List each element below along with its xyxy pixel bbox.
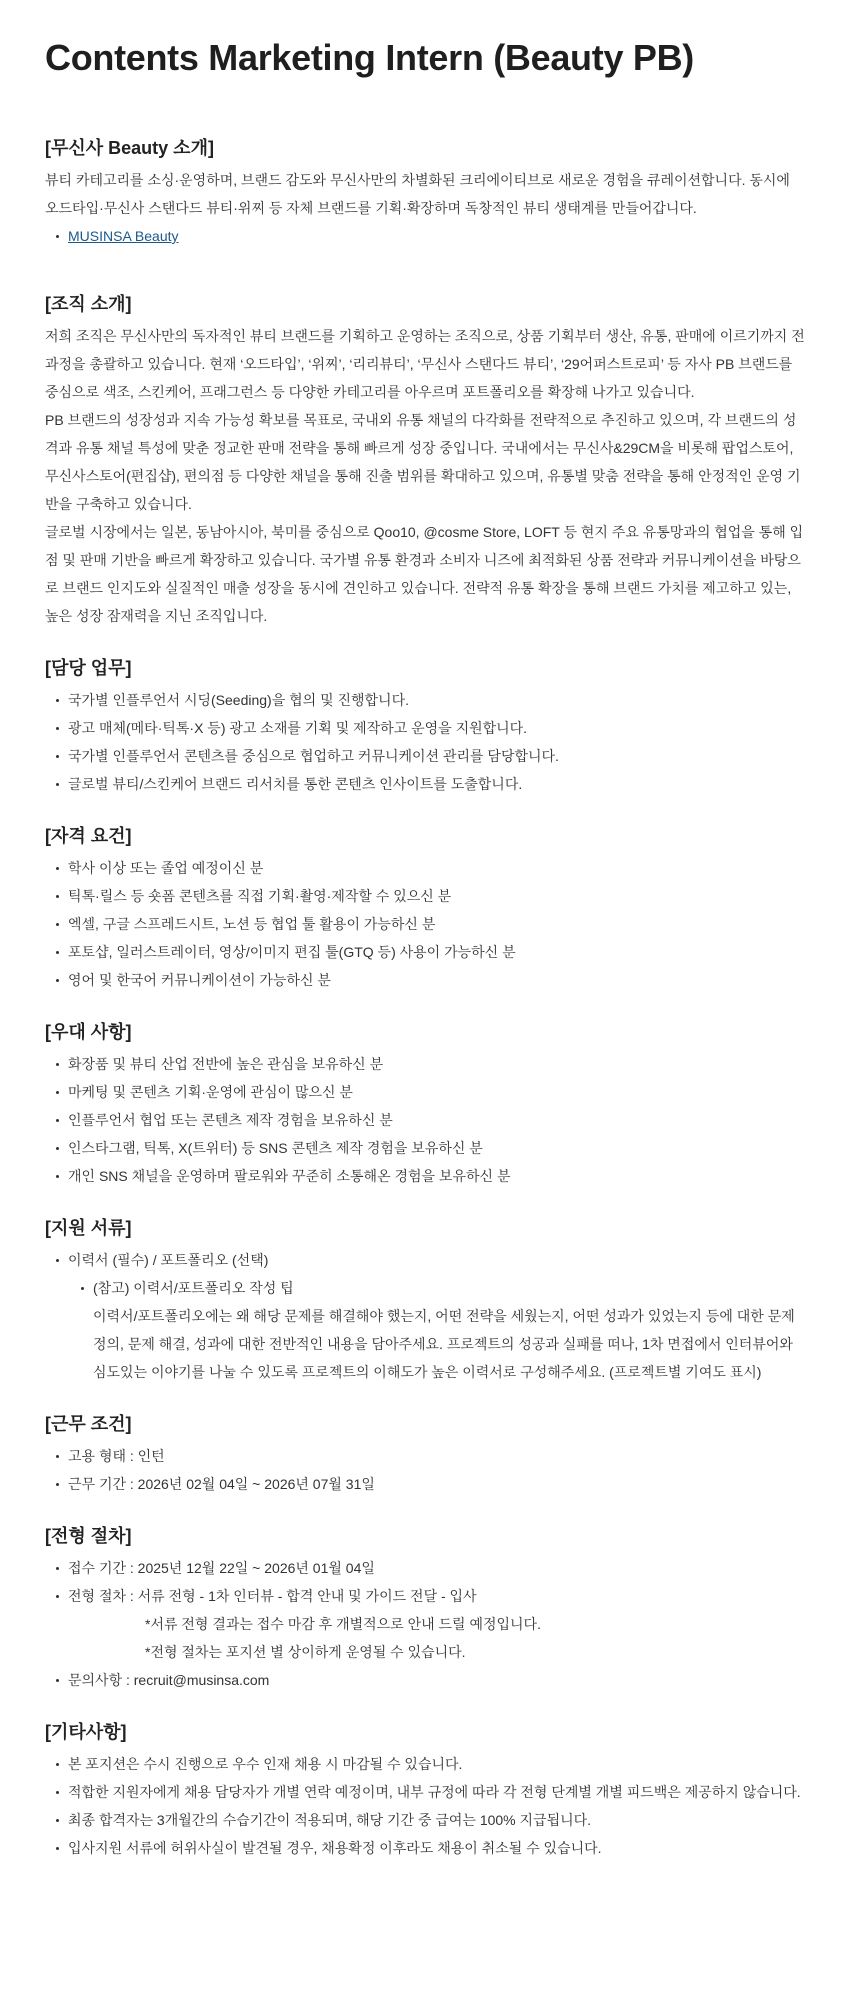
list-item: 고용 형태 : 인턴: [68, 1442, 805, 1470]
list-item: 인플루언서 협업 또는 콘텐츠 제작 경험을 보유하신 분: [68, 1106, 805, 1134]
list-item: 글로벌 뷰티/스킨케어 브랜드 리서치를 통한 콘텐츠 인사이트를 도출합니다.: [68, 770, 805, 798]
org-paragraph: 저희 조직은 무신사만의 독자적인 뷰티 브랜드를 기획하고 운영하는 조직으로, 상품 기획부터 생산, 유통, 판매에 이르기까지 전 과정을 총괄하고 있습니다. 현재 ‘오드타입’, ‘위찌’, ‘리리뷰티’, ‘무신사 스탠다드 뷰티’, ‘29어퍼스트로피’ 등 자사 PB 브랜드를 중심으로 색조, 스킨케어, 프래그런스 등 다양한 카테고리를 아우르며 포트폴리오를 확장해 나가고 있습니다.: [45, 328, 805, 400]
list-item: 포토샵, 일러스트레이터, 영상/이미지 편집 툴(GTQ 등) 사용이 가능하신 분: [68, 938, 805, 966]
section-heading: [자격 요건]: [45, 826, 132, 846]
list-item: 학사 이상 또는 졸업 예정이신 분: [68, 854, 805, 882]
process-steps: 전형 절차 : 서류 전형 - 1차 인터뷰 - 합격 안내 및 가이드 전달 - 입사: [68, 1588, 477, 1604]
section-intro: [45, 134, 805, 250]
section-org: [45, 290, 805, 630]
list-item: 문의사항 : recruit@musinsa.com: [68, 1666, 805, 1694]
list-item: 화장품 및 뷰티 산업 전반에 높은 관심을 보유하신 분: [68, 1050, 805, 1078]
section-heading: [담당 업무]: [45, 658, 132, 678]
list-item: [93, 1274, 805, 1386]
page-title: Contents Marketing Intern (Beauty PB): [45, 37, 694, 78]
section-etc: [45, 1718, 805, 1862]
intro-text: 뷰티 카테고리를 소싱·운영하며, 브랜드 감도와 무신사만의 차별화된 크리에이티브로 새로운 경험을 큐레이션합니다. 동시에 오드타입·무신사 스탠다드 뷰티·위찌 등 자체 브랜드를 기획·확장하며 독창적인 뷰티 생태계를 만들어갑니다.: [45, 172, 790, 216]
section-requirements: [45, 822, 805, 994]
section-heading: [조직 소개]: [45, 294, 132, 314]
section-preferred: [45, 1018, 805, 1190]
section-duties: [45, 654, 805, 798]
tip-title: (참고) 이력서/포트폴리오 작성 팁: [93, 1280, 294, 1296]
list-item: 마케팅 및 콘텐츠 기획·운영에 관심이 많으신 분: [68, 1078, 805, 1106]
list-item: 최종 합격자는 3개월간의 수습기간이 적용되며, 해당 기간 중 급여는 100% 지급됩니다.: [68, 1806, 805, 1834]
list-item: 본 포지션은 수시 진행으로 우수 인재 채용 시 마감될 수 있습니다.: [68, 1750, 805, 1778]
list-item: [68, 222, 805, 250]
list-item: 국가별 인플루언서 시딩(Seeding)을 협의 및 진행합니다.: [68, 686, 805, 714]
section-heading: [근무 조건]: [45, 1414, 132, 1434]
tip-text: 이력서/포트폴리오에는 왜 해당 문제를 해결해야 했는지, 어떤 전략을 세웠는지, 어떤 성과가 있었는지 등에 대한 문제 정의, 문제 해결, 성과에 대한 전반적인 내용을 담아주세요. 프로젝트의 성공과 실패를 떠나, 1차 면접에서 인터뷰어와 심도있는 이야기를 나눌 수 있도록 프로젝트의 이해도가 높은 이력서로 구성해주세요. (프로젝트별 기여도 표시): [93, 1308, 795, 1380]
section-heading: [기타사항]: [45, 1722, 127, 1742]
list-item: [68, 1582, 805, 1666]
org-paragraph: PB 브랜드의 성장성과 지속 가능성 확보를 목표로, 국내외 유통 채널의 다각화를 전략적으로 추진하고 있으며, 각 브랜드의 성격과 유통 채널 특성에 맞춘 정교한 판매 전략을 통해 빠르게 성장 중입니다. 국내에서는 무신사&29CM을 비롯해 팝업스토어, 무신사스토어(편집샵), 편의점 등 다양한 채널을 통해 진출 범위를 확대하고 있으며, 유통별 맞춤 전략을 통해 안정적인 운영 기반을 구축하고 있습니다.: [45, 412, 801, 512]
process-note: *전형 절차는 포지션 별 상이하게 운영될 수 있습니다.: [145, 1644, 466, 1660]
list-item: 인스타그램, 틱톡, X(트위터) 등 SNS 콘텐츠 제작 경험을 보유하신 분: [68, 1134, 805, 1162]
list-item: 영어 및 한국어 커뮤니케이션이 가능하신 분: [68, 966, 805, 994]
list-item: 국가별 인플루언서 콘텐츠를 중심으로 협업하고 커뮤니케이션 관리를 담당합니다.: [68, 742, 805, 770]
list-item: 엑셀, 구글 스프레드시트, 노션 등 협업 툴 활용이 가능하신 분: [68, 910, 805, 938]
section-heading: [우대 사항]: [45, 1022, 132, 1042]
section-conditions: [45, 1410, 805, 1498]
section-documents: [45, 1214, 805, 1386]
section-heading: [전형 절차]: [45, 1526, 132, 1546]
list-item: 틱톡·릴스 등 숏폼 콘텐츠를 직접 기획·촬영·제작할 수 있으신 분: [68, 882, 805, 910]
org-paragraph: 글로벌 시장에서는 일본, 동남아시아, 북미를 중심으로 Qoo10, @cosme Store, LOFT 등 현지 주요 유통망과의 협업을 통해 입점 및 판매 기반을 빠르게 확장하고 있습니다. 국가별 유통 환경과 소비자 니즈에 최적화된 상품 전략과 커뮤니케이션을 바탕으로 브랜드 인지도와 실질적인 매출 성장을 동시에 견인하고 있습니다. 전략적 유통 확장을 통해 브랜드 가치를 제고하고 있는, 높은 성장 잠재력을 지닌 조직입니다.: [45, 524, 804, 624]
list-item: 입사지원 서류에 허위사실이 발견될 경우, 채용확정 이후라도 채용이 취소될 수 있습니다.: [68, 1834, 805, 1862]
list-item: 근무 기간 : 2026년 02월 04일 ~ 2026년 07월 31일: [68, 1470, 805, 1498]
list-item: 접수 기간 : 2025년 12월 22일 ~ 2026년 01월 04일: [68, 1554, 805, 1582]
list-item: 광고 매체(메타·틱톡·X 등) 광고 소재를 기획 및 제작하고 운영을 지원합니다.: [68, 714, 805, 742]
musinsa-beauty-link[interactable]: MUSINSA Beauty: [68, 228, 179, 244]
process-note: *서류 전형 결과는 접수 마감 후 개별적으로 안내 드릴 예정입니다.: [145, 1616, 541, 1632]
list-item: 개인 SNS 채널을 운영하며 팔로워와 꾸준히 소통해온 경험을 보유하신 분: [68, 1162, 805, 1190]
section-heading: [무신사 Beauty 소개]: [45, 138, 214, 158]
list-item: [68, 1246, 805, 1386]
section-process: [45, 1522, 805, 1694]
list-item: 적합한 지원자에게 채용 담당자가 개별 연락 예정이며, 내부 규정에 따라 각 전형 단계별 개별 피드백은 제공하지 않습니다.: [68, 1778, 805, 1806]
documents-item: 이력서 (필수) / 포트폴리오 (선택): [68, 1252, 269, 1268]
section-heading: [지원 서류]: [45, 1218, 132, 1238]
